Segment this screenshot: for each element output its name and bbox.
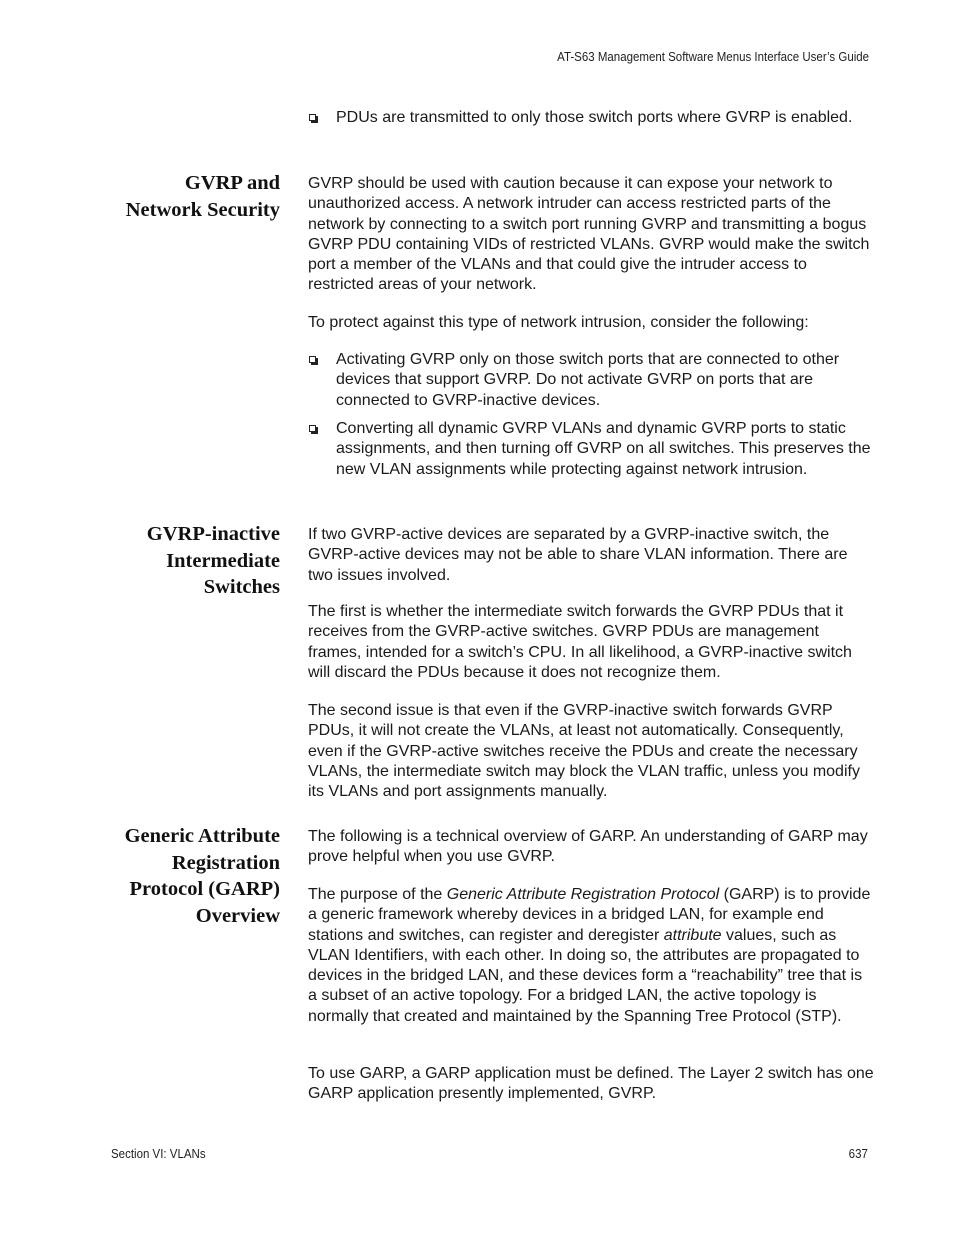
text-run: values, such as VLAN Identifiers, with each other. In doing so, the attributes are propagated to devices in the bridged LAN, and these devices form a “reachability” tree that is a subset of an active topology. For a bridged LAN, the active topology is normally that created and maintained by the Spanning Tree Protocol (STP). [308,926,863,1025]
checkbox-bullet-icon [309,425,316,432]
italic-term: Generic Attribute Registration Protocol [446,886,720,903]
paragraph [308,885,874,1027]
list-item [308,419,874,480]
heading-line: GVRP-inactive [146,523,280,545]
list-item [308,108,874,128]
bullet-text: Activating GVRP only on those switch ports that are connected to other devices that support GVRP. Do not activate GVRP on ports that are connected to GVRP-inactive devices. [336,351,840,409]
heading-line: Protocol (GARP) [129,878,280,900]
page-number: 637 [848,1147,868,1161]
heading-line: Registration [171,851,280,874]
section-heading-gvrp-security [80,170,280,223]
running-header: AT-S63 Management Software Menus Interface User’s Guide [557,50,869,64]
paragraph: To protect against this type of network intrusion, consider the following: [308,314,809,331]
paragraph: The first is whether the intermediate switch forwards the GVRP PDUs that it receives from the GVRP-active switches. GVRP PDUs are management frames, intended for a switch’s CPU. In all likelihood, a GVRP-inactive switch will discard the PDUs because it does not recognize them. [308,603,852,681]
paragraph: If two GVRP-active devices are separated by a GVRP-inactive switch, the GVRP-active devices may not be able to share VLAN information. There are two issues involved. [308,526,848,584]
paragraph: The second issue is that even if the GVRP-inactive switch forwards GVRP PDUs, it will not create the VLANs, at least not automatically. Consequently, even if the GVRP-active switches receive the PDUs and create the necessary VLANs, the intermediate switch may block the VLAN traffic, unless you modify its VLANs and port assignments manually. [308,702,860,801]
section-heading-gvrp-inactive [80,521,280,601]
heading-line: Network Security [125,198,280,221]
heading-line: Intermediate [166,549,280,572]
text-run: (GARP) is to provide a generic framework whereby devices in a bridged LAN, for example end stations and switches, can register and deregister [308,886,871,944]
footer-section-label: Section VI: VLANs [111,1147,206,1161]
paragraph: The following is a technical overview of GARP. An understanding of GARP may prove helpful when you use GVRP. [308,828,868,866]
list-item [308,350,874,411]
bullet-text: Converting all dynamic GVRP VLANs and dynamic GVRP ports to static assignments, and then turning off GVRP on all switches. This preserves the new VLAN assignments while protecting against network intrusion. [336,420,871,478]
heading-line: Generic Attribute [124,825,280,847]
heading-line: Overview [195,904,280,927]
heading-line: GVRP and [184,172,280,194]
bullet-text: PDUs are transmitted to only those switch ports where GVRP is enabled. [336,109,853,126]
checkbox-bullet-icon [309,356,316,363]
italic-term: attribute [663,926,722,944]
paragraph: To use GARP, a GARP application must be defined. The Layer 2 switch has one GARP application presently implemented, GVRP. [308,1065,874,1103]
checkbox-bullet-icon [309,114,316,121]
section-heading-garp-overview [80,823,280,929]
paragraph: GVRP should be used with caution because it can expose your network to unauthorized access. A network intruder can access restricted parts of the network by connecting to a switch port running GVRP and transmitting a bogus GVRP PDU containing VIDs of restricted VLANs. GVRP would make the switch port a member of the VLANs and that could give the intruder access to restricted areas of your network. [308,175,870,294]
heading-line: Switches [203,576,280,598]
text-run: The purpose of the [308,886,447,903]
